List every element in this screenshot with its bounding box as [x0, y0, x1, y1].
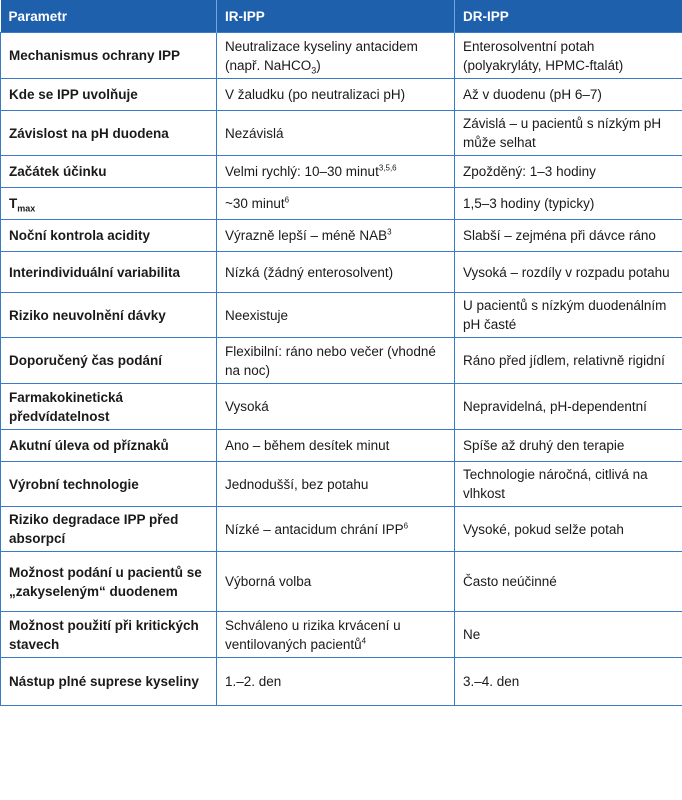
ir-ipp-value: Jednodušší, bez potahu — [225, 476, 369, 492]
dr-ipp-cell — [455, 220, 682, 252]
ir-ipp-value: Neexistuje — [225, 307, 289, 323]
table-row — [1, 338, 682, 384]
table-row — [1, 33, 682, 79]
dr-ipp-value: 3.–4. den — [463, 674, 520, 689]
param-cell — [1, 384, 217, 430]
dr-ipp-value: Vysoká – rozdíly v rozpadu potahu — [463, 264, 670, 280]
ir-ipp-value-suffix: ) — [316, 57, 321, 73]
header-parametr: Parametr — [1, 0, 217, 33]
param-label: Riziko neuvolnění dávky — [9, 307, 166, 323]
dr-ipp-value: Až v duodenu (pH 6–7) — [463, 87, 602, 102]
ir-ipp-cell — [217, 33, 455, 79]
param-cell — [1, 111, 217, 156]
param-cell — [1, 430, 217, 462]
ir-ipp-cell — [217, 507, 455, 552]
reference-superscript: 4 — [361, 636, 367, 645]
ir-ipp-value: Neutralizace kyseliny antacidem (např. NaHCO — [225, 38, 418, 73]
reference-superscript: 3 — [387, 227, 392, 237]
ir-ipp-value: Velmi rychlý: 10–30 minut — [225, 164, 379, 179]
dr-ipp-cell — [455, 156, 682, 188]
dr-ipp-cell — [455, 252, 682, 293]
ir-ipp-cell — [217, 293, 455, 338]
param-label: Možnost podání u pacientů se „zakyseleným“ duodenem — [9, 564, 202, 599]
ir-ipp-value: Vysoká — [225, 399, 269, 414]
ir-ipp-cell — [217, 111, 455, 156]
ir-ipp-cell — [217, 384, 455, 430]
param-subscript: max — [17, 203, 36, 214]
dr-ipp-value: Zpožděný: 1–3 hodiny — [463, 164, 596, 179]
dr-ipp-cell — [455, 338, 682, 384]
header-ir-ipp: IR-IPP — [217, 0, 455, 33]
param-label: Doporučený čas podání — [9, 353, 163, 368]
param-cell — [1, 658, 217, 706]
dr-ipp-value: Slabší – zejména při dávce ráno — [463, 228, 656, 243]
table-row — [1, 252, 682, 293]
dr-ipp-value: U pacientů s nízkým duodenálním pH časté — [463, 298, 667, 332]
dr-ipp-cell — [455, 188, 682, 220]
param-cell — [1, 462, 217, 507]
ir-ipp-cell — [217, 462, 455, 507]
table-body — [1, 33, 682, 706]
ir-ipp-value: Výrazně lepší – méně NAB — [225, 228, 388, 243]
ir-ipp-value: Ano – během desítek minut — [225, 438, 390, 453]
table-header — [1, 0, 682, 33]
dr-ipp-cell — [455, 384, 682, 430]
ir-ipp-cell — [217, 79, 455, 111]
param-label: Mechanismus ochrany IPP — [9, 48, 181, 63]
param-cell — [1, 220, 217, 252]
param-label: Akutní úleva od příznaků — [9, 438, 169, 453]
ir-ipp-cell — [217, 188, 455, 220]
param-label: Výrobní technologie — [9, 476, 139, 492]
param-cell — [1, 293, 217, 338]
param-cell — [1, 79, 217, 111]
table-row — [1, 79, 682, 111]
reference-superscript: 6 — [403, 521, 409, 530]
ir-ipp-cell — [217, 430, 455, 462]
ir-ipp-cell — [217, 658, 455, 706]
table-row — [1, 462, 682, 507]
table-row — [1, 188, 682, 220]
table-row — [1, 111, 682, 156]
table-row — [1, 220, 682, 252]
param-cell — [1, 338, 217, 384]
table-row — [1, 612, 682, 658]
param-label: Interindividuální variabilita — [9, 264, 181, 280]
table-row — [1, 293, 682, 338]
dr-ipp-value: Ne — [463, 627, 481, 642]
dr-ipp-cell — [455, 79, 682, 111]
ir-ipp-value: Nízké – antacidum chrání IPP — [225, 521, 404, 537]
dr-ipp-value: Ráno před jídlem, relativně rigidní — [463, 353, 665, 368]
param-label: T — [9, 196, 18, 211]
header-row — [1, 0, 682, 33]
dr-ipp-value: Závislá – u pacientů s nízkým pH může selhat — [463, 116, 662, 150]
param-cell — [1, 252, 217, 293]
ir-ipp-value: Nezávislá — [225, 125, 284, 141]
ir-ipp-cell — [217, 156, 455, 188]
ir-ipp-cell — [217, 612, 455, 658]
ir-ipp-cell — [217, 552, 455, 612]
dr-ipp-value: Spíše až druhý den terapie — [463, 438, 625, 453]
ir-ipp-subscript: 3 — [311, 65, 317, 76]
reference-superscript: 6 — [284, 195, 290, 205]
param-label: Noční kontrola acidity — [9, 228, 151, 243]
param-label: Farmakokinetická předvídatelnost — [9, 389, 124, 424]
ir-ipp-value: V žaludku (po neutralizaci pH) — [225, 87, 406, 102]
ir-ipp-value: Nízká (žádný enterosolvent) — [225, 264, 394, 280]
table-row — [1, 658, 682, 706]
ir-ipp-cell — [217, 220, 455, 252]
dr-ipp-cell — [455, 658, 682, 706]
ir-ipp-value: Výborná volba — [225, 574, 312, 589]
dr-ipp-cell — [455, 111, 682, 156]
param-cell — [1, 612, 217, 658]
table-row — [1, 430, 682, 462]
dr-ipp-cell — [455, 462, 682, 507]
ir-ipp-value: Flexibilní: ráno nebo večer (vhodné na noc) — [225, 343, 436, 378]
param-cell — [1, 156, 217, 188]
ir-ipp-cell — [217, 252, 455, 293]
dr-ipp-value: Nepravidelná, pH-dependentní — [463, 399, 647, 414]
param-cell — [1, 507, 217, 552]
ir-ipp-value: 1.–2. den — [225, 674, 282, 689]
param-cell — [1, 33, 217, 79]
reference-superscript: 3,5,6 — [378, 163, 397, 173]
param-label: Nástup plné suprese kyseliny — [9, 674, 199, 689]
table-row — [1, 507, 682, 552]
dr-ipp-cell — [455, 507, 682, 552]
param-cell — [1, 188, 217, 220]
ir-ipp-cell — [217, 338, 455, 384]
dr-ipp-cell — [455, 33, 682, 79]
param-label: Kde se IPP uvolňuje — [9, 87, 138, 102]
dr-ipp-value: Enterosolventní potah (polyakryláty, HPMC-ftalát) — [463, 38, 624, 73]
param-label: Začátek účinku — [9, 164, 107, 179]
table-row — [1, 156, 682, 188]
dr-ipp-value: Technologie náročná, citlivá na vlhkost — [463, 467, 648, 501]
param-cell — [1, 552, 217, 612]
table-row — [1, 384, 682, 430]
header-dr-ipp: DR-IPP — [455, 0, 682, 33]
ir-ipp-value: Schváleno u rizika krvácení u ventilovaných pacientů — [225, 617, 401, 652]
dr-ipp-cell — [455, 612, 682, 658]
dr-ipp-value: 1,5–3 hodiny (typicky) — [463, 196, 595, 211]
ir-ipp-value: ~30 minut — [225, 196, 285, 211]
param-label: Závislost na pH duodena — [9, 125, 169, 141]
param-label: Riziko degradace IPP před absorpcí — [9, 512, 179, 546]
table-row — [1, 552, 682, 612]
dr-ipp-cell — [455, 293, 682, 338]
dr-ipp-value: Vysoké, pokud selže potah — [463, 521, 624, 537]
param-label: Možnost použití při kritických stavech — [9, 617, 199, 652]
dr-ipp-value: Často neúčinné — [463, 574, 557, 589]
dr-ipp-cell — [455, 430, 682, 462]
dr-ipp-cell — [455, 552, 682, 612]
